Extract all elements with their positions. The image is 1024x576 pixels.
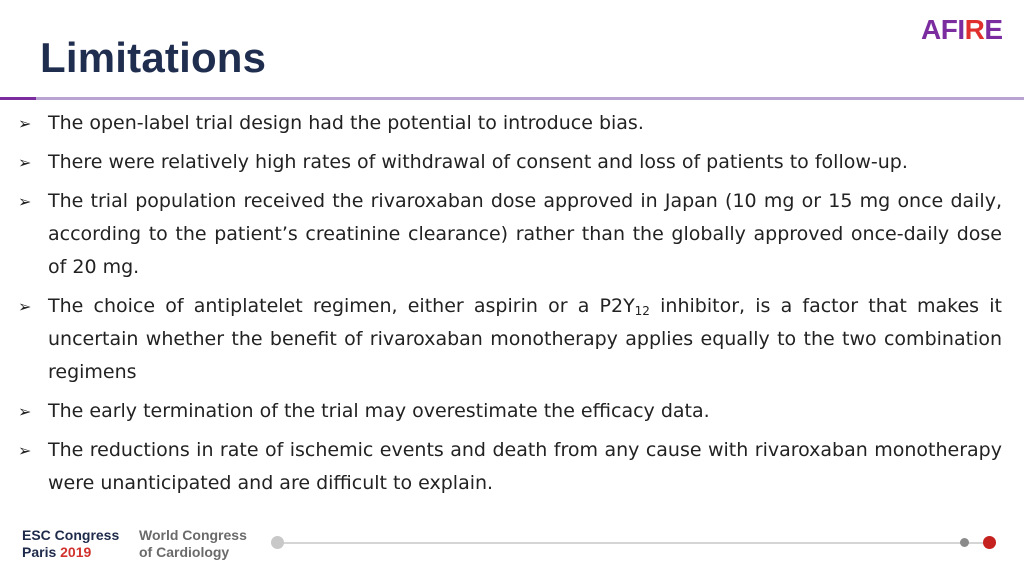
list-item [18,185,1002,284]
arrow-bullet-icon: ➢ [18,114,32,133]
bullet-text: The trial population received the rivaroxaban dose approved in Japan (10 mg or 15 mg once daily, according to the patient’s creatinine clearance) rather than the globally approved once-daily dose of 20 mg. [48,190,1002,278]
wcc-label [139,527,279,561]
logo-part-3: E [984,14,1003,45]
progress-track [276,542,986,544]
logo-part-1: AFI [921,14,965,45]
list-item [18,146,1002,179]
logo-part-2: R [964,14,985,45]
wcc-line-2: of Cardiology [139,544,230,560]
list-item [18,395,1002,428]
progress-start-dot [271,536,284,549]
bullet-text-pre: The choice of antiplatelet regimen, either aspirin or a P2Y [48,295,635,317]
esc-congress-label [22,527,132,561]
esc-congress-city: Paris [22,544,57,560]
bullet-text: There were relatively high rates of withdrawal of consent and loss of patients to follow-up. [48,151,908,173]
slide-title: Limitations [40,34,267,81]
list-item [18,107,1002,140]
bullet-text: The reductions in rate of ischemic events and death from any cause with rivaroxaban monotherapy were unanticipated and are difficult to explain. [48,439,1002,494]
progress-small-dot [960,538,969,547]
bullet-text: The open-label trial design had the potential to introduce bias. [48,112,644,134]
esc-congress-name: ESC Congress [22,527,120,543]
wcc-line-1: World Congress [139,527,247,543]
afire-logo [921,14,1003,46]
esc-congress-year: 2019 [60,544,92,560]
bullet-text-post: inhibitor, is a factor that makes it uncertain whether the benefit of rivaroxaban monotherapy applies equally to the two combination regimens [48,295,1002,383]
arrow-bullet-icon: ➢ [18,192,32,211]
bullet-text: The early termination of the trial may overestimate the efficacy data. [48,400,710,422]
arrow-bullet-icon: ➢ [18,402,32,421]
title-divider-accent [0,97,36,100]
subscript: 12 [634,304,650,318]
arrow-bullet-icon: ➢ [18,153,32,172]
arrow-bullet-icon: ➢ [18,441,32,460]
title-divider [0,97,1024,100]
list-item [18,434,1002,500]
progress-end-dot [983,536,996,549]
limitations-list [18,107,1002,506]
arrow-bullet-icon: ➢ [18,297,32,316]
list-item [18,290,1002,389]
